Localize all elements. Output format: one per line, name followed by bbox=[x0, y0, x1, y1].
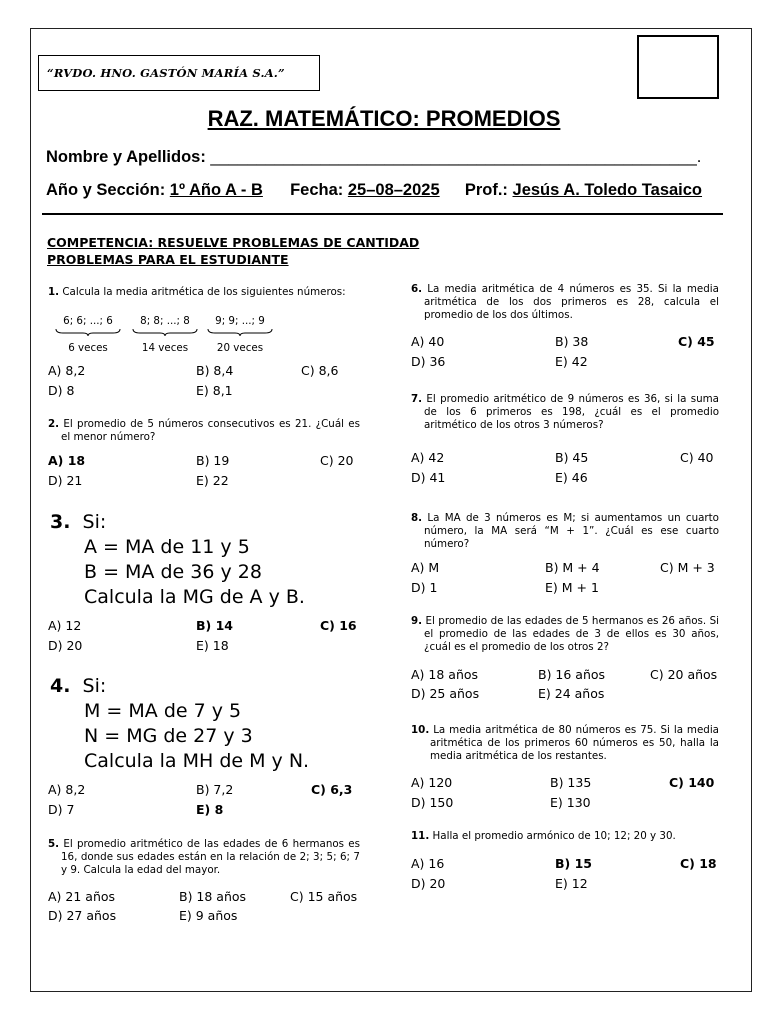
q1-group-2: 8; 8; ...; 8 14 veces bbox=[130, 315, 200, 354]
q10-option-b: B) 135 bbox=[550, 775, 592, 790]
question-8: 8. La MA de 3 números es M; si aumentamos un cuarto número, la MA será “M + 1”. ¿Cuál es ese cuarto número? bbox=[411, 512, 719, 550]
q5-option-d: D) 27 años bbox=[48, 908, 117, 923]
header-separator bbox=[42, 213, 723, 215]
q1-option-e: E) 8,1 bbox=[196, 383, 233, 398]
q7-option-d: D) 41 bbox=[411, 470, 446, 485]
q11-option-a: A) 16 bbox=[411, 856, 445, 871]
q1-group-3: 9; 9; ...; 9 20 veces bbox=[205, 315, 275, 354]
q3-option-c: C) 16 bbox=[320, 618, 357, 633]
date-label: Fecha: bbox=[290, 181, 344, 199]
q9-option-e: E) 24 años bbox=[538, 686, 605, 701]
q10-option-d: D) 150 bbox=[411, 795, 454, 810]
q1-option-a: A) 8,2 bbox=[48, 363, 86, 378]
q7-option-e: E) 46 bbox=[555, 470, 588, 485]
question-2: 2. El promedio de 5 números consecutivos es 21. ¿Cuál es el menor número? bbox=[48, 418, 360, 443]
q8-option-c: C) M + 3 bbox=[660, 560, 715, 575]
brace-icon bbox=[207, 328, 273, 336]
q11-option-d: D) 20 bbox=[411, 876, 446, 891]
q8-option-e: E) M + 1 bbox=[545, 580, 599, 595]
q5-option-a: A) 21 años bbox=[48, 889, 116, 904]
page-title: RAZ. MATEMÁTICO: PROMEDIOS bbox=[207, 106, 561, 131]
q2-option-d: D) 21 bbox=[48, 473, 83, 488]
q9-option-d: D) 25 años bbox=[411, 686, 480, 701]
competencia-heading bbox=[47, 234, 419, 268]
q11-option-c: C) 18 bbox=[680, 856, 717, 871]
q3-option-d: D) 20 bbox=[48, 638, 83, 653]
question-4: 4. Si: M = MA de 7 y 5 N = MG de 27 y 3 Calcula la MH de M y N. bbox=[50, 675, 310, 772]
q6-option-d: D) 36 bbox=[411, 354, 446, 369]
question-1: 1. Calcula la media aritmética de los siguientes números: bbox=[48, 286, 346, 298]
q7-option-b: B) 45 bbox=[555, 450, 589, 465]
subtitle-line: PROBLEMAS PARA EL ESTUDIANTE bbox=[47, 252, 289, 267]
q1-option-b: B) 8,4 bbox=[196, 363, 234, 378]
logo-box bbox=[637, 35, 719, 99]
q11-option-b: B) 15 bbox=[555, 856, 592, 871]
q1-option-c: C) 8,6 bbox=[301, 363, 339, 378]
question-5: 5. El promedio aritmético de las edades de 6 hermanos es 16, donde sus edades están en la relación de 2; 3; 5; 6; 7 y 9. Calcula la edad del mayor. bbox=[48, 838, 360, 876]
q8-option-a: A) M bbox=[411, 560, 440, 575]
q3-option-b: B) 14 bbox=[196, 618, 233, 633]
q6-option-e: E) 42 bbox=[555, 354, 588, 369]
brace-icon bbox=[55, 328, 121, 336]
q10-option-c: C) 140 bbox=[669, 775, 715, 790]
q4-option-e: E) 8 bbox=[196, 802, 224, 817]
question-6: 6. La media aritmética de 4 números es 35. Si la media aritmética de los dos primeros es 28, calcula el promedio de los dos últimos. bbox=[411, 283, 719, 321]
q8-option-b: B) M + 4 bbox=[545, 560, 600, 575]
name-line: _____________________________________________________. bbox=[210, 148, 702, 166]
date-value: 25–08–2025 bbox=[347, 181, 440, 199]
q7-option-c: C) 40 bbox=[680, 450, 714, 465]
q9-option-c: C) 20 años bbox=[650, 667, 718, 682]
q5-option-c: C) 15 años bbox=[290, 889, 358, 904]
question-11: 11. Halla el promedio armónico de 10; 12; 20 y 30. bbox=[411, 830, 676, 842]
question-3: 3. Si: A = MA de 11 y 5 B = MA de 36 y 28 Calcula la MG de A y B. bbox=[50, 511, 305, 608]
competencia-line: COMPETENCIA: RESUELVE PROBLEMAS DE CANTIDAD bbox=[47, 235, 420, 250]
school-name: “RVDO. HNO. GASTÓN MARÍA S.A.” bbox=[38, 55, 320, 91]
info-row bbox=[46, 181, 702, 200]
q1-option-d: D) 8 bbox=[48, 383, 75, 398]
q9-option-b: B) 16 años bbox=[538, 667, 606, 682]
question-7: 7. El promedio aritmético de 9 números es 36, si la suma de los 6 primeros es 198, ¿cuál es el promedio aritmético de los otros 3 números? bbox=[411, 393, 719, 431]
q4-option-c: C) 6,3 bbox=[311, 782, 353, 797]
year-label: Año y Sección: bbox=[46, 181, 166, 199]
q6-option-a: A) 40 bbox=[411, 334, 445, 349]
q6-option-c: C) 45 bbox=[678, 334, 715, 349]
q3-option-a: A) 12 bbox=[48, 618, 82, 633]
q10-option-a: A) 120 bbox=[411, 775, 453, 790]
q2-option-e: E) 22 bbox=[196, 473, 229, 488]
q8-option-d: D) 1 bbox=[411, 580, 438, 595]
question-9: 9. El promedio de las edades de 5 hermanos es 26 años. Si el promedio de las edades de 3 de ellos es 30 años, ¿cuál es el promedio de los otros 2? bbox=[411, 615, 719, 653]
name-label: Nombre y Apellidos: bbox=[46, 148, 206, 166]
q2-option-b: B) 19 bbox=[196, 453, 230, 468]
year-value: 1º Año A - B bbox=[169, 181, 263, 199]
q2-option-a: A) 18 bbox=[48, 453, 86, 468]
q6-option-b: B) 38 bbox=[555, 334, 589, 349]
name-row bbox=[46, 148, 701, 167]
prof-value: Jesús A. Toledo Tasaico bbox=[512, 181, 703, 199]
q1-group-1: 6; 6; ...; 6 6 veces bbox=[53, 315, 123, 354]
q5-option-e: E) 9 años bbox=[179, 908, 238, 923]
q7-option-a: A) 42 bbox=[411, 450, 445, 465]
q11-option-e: E) 12 bbox=[555, 876, 588, 891]
question-10: 10. La media aritmética de 80 números es 75. Si la media aritmética de los primeros 60 números es 50, halla la media aritmética de los restantes. bbox=[411, 724, 719, 762]
q5-option-b: B) 18 años bbox=[179, 889, 247, 904]
brace-icon bbox=[132, 328, 198, 336]
prof-label: Prof.: bbox=[464, 181, 508, 199]
q10-option-e: E) 130 bbox=[550, 795, 591, 810]
q9-option-a: A) 18 años bbox=[411, 667, 479, 682]
q4-option-b: B) 7,2 bbox=[196, 782, 234, 797]
q4-option-d: D) 7 bbox=[48, 802, 75, 817]
q4-option-a: A) 8,2 bbox=[48, 782, 86, 797]
q3-option-e: E) 18 bbox=[196, 638, 229, 653]
q2-option-c: C) 20 bbox=[320, 453, 354, 468]
